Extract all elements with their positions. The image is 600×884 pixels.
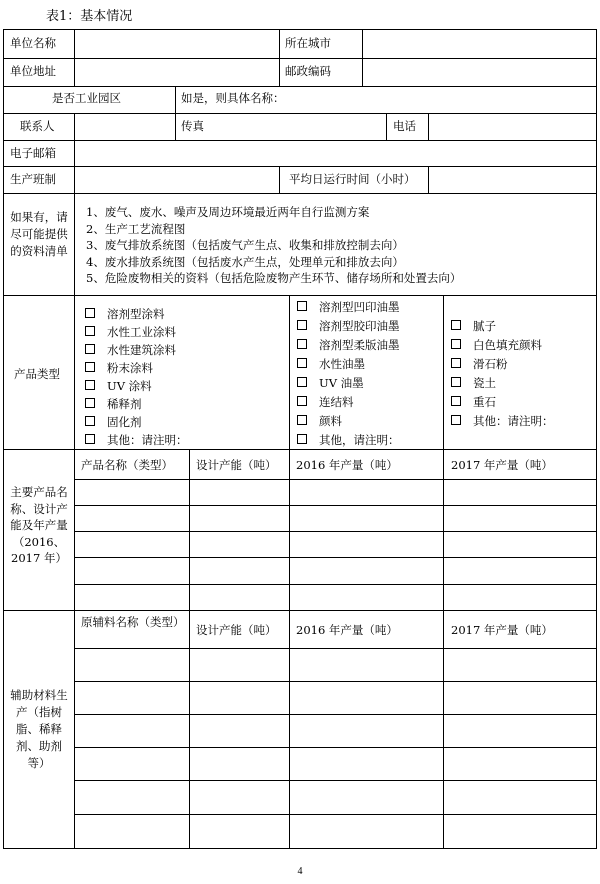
product-type-col2 xyxy=(297,298,400,450)
checkbox-item[interactable]: 水性工业涂料 xyxy=(85,323,188,341)
checkbox[interactable] xyxy=(85,380,95,390)
checkbox[interactable] xyxy=(451,320,461,330)
checkbox[interactable] xyxy=(85,308,95,318)
unit-name-label: 单位名称 xyxy=(10,36,56,50)
checkbox-item[interactable]: 固化剂 xyxy=(85,413,188,431)
header-raw-material-name: 原辅料名称（类型） xyxy=(81,615,185,629)
checkbox[interactable] xyxy=(85,344,95,354)
contact-label: 联系人 xyxy=(20,119,55,133)
list-item: 1、废气、废水、噪声及周边环境最近两年自行监测方案 xyxy=(86,205,370,219)
list-item: 2、生产工艺流程图 xyxy=(86,221,186,236)
checkbox-item[interactable]: 白色填充颜料 xyxy=(451,336,554,355)
checkbox[interactable] xyxy=(297,339,307,349)
checkbox[interactable] xyxy=(451,396,461,406)
product-type-label: 产品类型 xyxy=(14,367,60,381)
header-2017-output: 2017 年产量（吨） xyxy=(451,458,553,472)
phone-label: 电话 xyxy=(393,119,416,133)
park-name-label: 如是，则具体名称： xyxy=(181,91,285,105)
checkbox[interactable] xyxy=(297,415,307,425)
checkbox[interactable] xyxy=(85,326,95,336)
materials-label: 如果有，请尽可能提供的资料清单 xyxy=(10,210,68,258)
checkbox[interactable] xyxy=(297,301,307,311)
checkbox-item[interactable]: 粉末涂料 xyxy=(85,359,188,377)
postcode-label: 邮政编码 xyxy=(285,64,331,78)
checkbox-item[interactable]: 其他：请注明： xyxy=(451,412,554,431)
checkbox-item[interactable]: UV 涂料 xyxy=(85,377,188,395)
main-products-label: 主要产品名称、设计产能及年产量（2016、2017 年） xyxy=(10,485,68,565)
checkbox[interactable] xyxy=(85,362,95,372)
product-type-col3 xyxy=(451,317,554,431)
product-type-col1 xyxy=(85,305,188,449)
checkbox-item[interactable]: 溶剂型涂料 xyxy=(85,305,188,323)
checkbox-item[interactable]: 溶剂型胶印油墨 xyxy=(297,317,400,336)
table-caption: 表1：基本情况 xyxy=(46,9,133,24)
industrial-park-label: 是否工业园区 xyxy=(52,91,121,105)
checkbox[interactable] xyxy=(451,415,461,425)
checkbox[interactable] xyxy=(85,416,95,426)
checkbox[interactable] xyxy=(297,320,307,330)
aux-materials-label: 辅助材料生产（指树脂、稀释剂、助剂等） xyxy=(10,688,68,770)
checkbox-item[interactable]: 瓷土 xyxy=(451,374,554,393)
list-item: 3、废气排放系统图（包括废气产生点、收集和排放控制去向） xyxy=(86,238,404,252)
fax-label: 传真 xyxy=(181,119,204,133)
city-label: 所在城市 xyxy=(285,36,331,50)
checkbox-item[interactable]: 其他，请注明： xyxy=(297,431,400,450)
checkbox-item[interactable]: 水性建筑涂料 xyxy=(85,341,188,359)
checkbox-item[interactable]: 滑石粉 xyxy=(451,355,554,374)
checkbox-item[interactable]: 其他：请注明： xyxy=(85,431,188,449)
checkbox-item[interactable]: UV 油墨 xyxy=(297,374,400,393)
checkbox[interactable] xyxy=(85,398,95,408)
header-design-capacity: 设计产能（吨） xyxy=(196,458,277,472)
shift-label: 生产班制 xyxy=(10,172,56,186)
checkbox[interactable] xyxy=(85,434,95,444)
checkbox-item[interactable]: 颜料 xyxy=(297,412,400,431)
list-item: 4、废水排放系统图（包括废水产生点，处理单元和排放去向） xyxy=(86,254,404,269)
checkbox-item[interactable]: 水性油墨 xyxy=(297,355,400,374)
header-aux-2016-output: 2016 年产量（吨） xyxy=(296,623,398,637)
list-item: 5、危险废物相关的资料（包括危险废物产生环节、储存场所和处置去向） xyxy=(86,271,462,285)
header-product-name: 产品名称（类型） xyxy=(81,458,173,472)
checkbox[interactable] xyxy=(297,396,307,406)
header-aux-design-capacity: 设计产能（吨） xyxy=(196,623,277,637)
checkbox-item[interactable]: 溶剂型柔版油墨 xyxy=(297,336,400,355)
header-aux-2017-output: 2017 年产量（吨） xyxy=(451,623,553,637)
checkbox-item[interactable]: 连结料 xyxy=(297,393,400,412)
materials-list xyxy=(86,204,461,287)
unit-address-label: 单位地址 xyxy=(10,64,56,78)
checkbox[interactable] xyxy=(451,339,461,349)
checkbox[interactable] xyxy=(297,434,307,444)
email-label: 电子邮箱 xyxy=(10,146,56,160)
checkbox[interactable] xyxy=(297,377,307,387)
checkbox-item[interactable]: 重石 xyxy=(451,393,554,412)
page-number: 4 xyxy=(297,866,303,877)
runtime-label: 平均日运行时间（小时） xyxy=(289,172,416,186)
checkbox[interactable] xyxy=(451,377,461,387)
checkbox[interactable] xyxy=(451,358,461,368)
header-2016-output: 2016 年产量（吨） xyxy=(296,458,398,472)
checkbox-item[interactable]: 腻子 xyxy=(451,317,554,336)
checkbox-item[interactable]: 稀释剂 xyxy=(85,395,188,413)
checkbox-item[interactable]: 溶剂型凹印油墨 xyxy=(297,298,400,317)
checkbox[interactable] xyxy=(297,358,307,368)
